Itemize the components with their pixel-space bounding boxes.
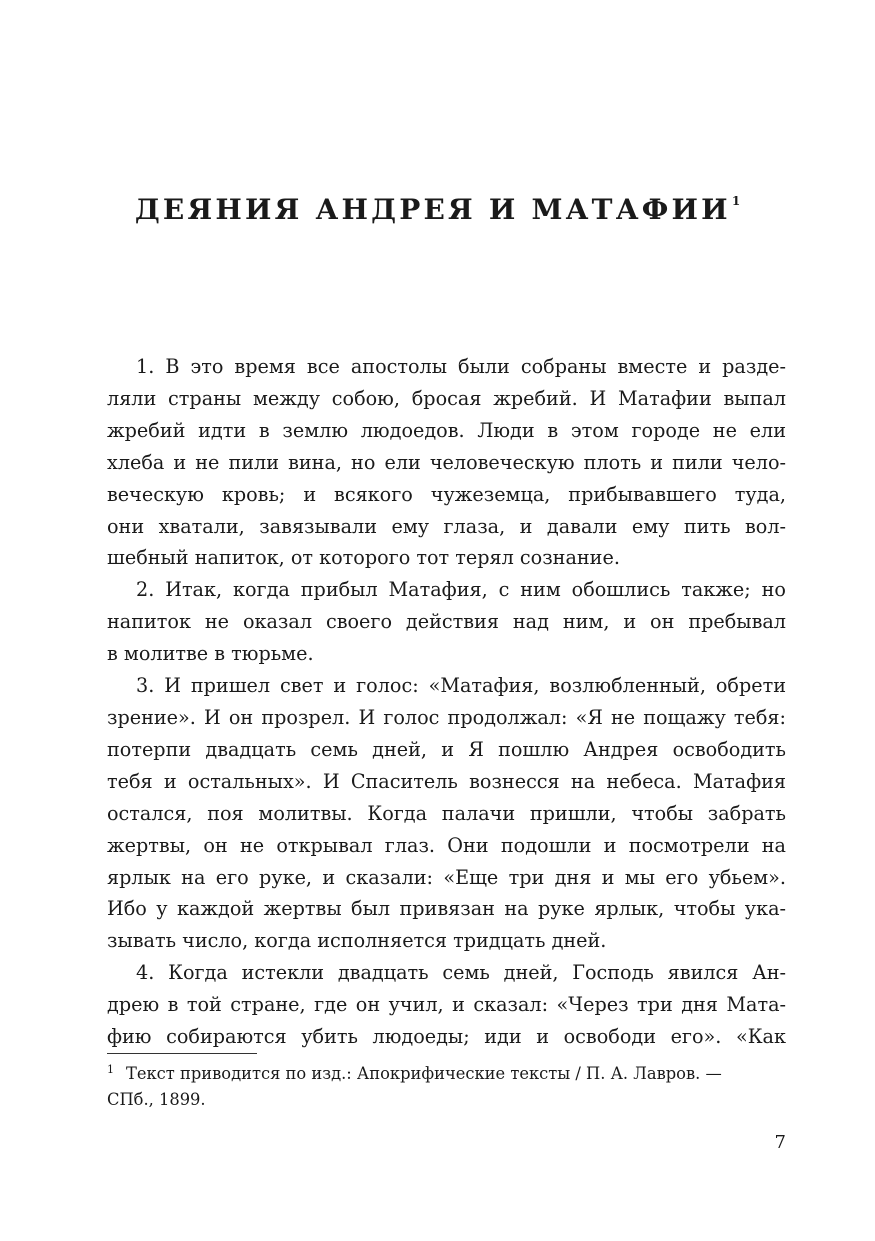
footnote: [107, 1062, 786, 1112]
text-line: зрение». И он прозрел. И голос продолжал: «Я не пощажу тебя:: [107, 705, 786, 729]
text-line: Ибо у каждой жертвы был привязан на руке ярлык, чтобы ука-: [107, 897, 786, 921]
text-line: дрею в той стране, где он учил, и сказал: «Через три дня Мата-: [107, 993, 786, 1017]
text-line: потерпи двадцать семь дней, и Я пошлю Андрея освободить: [107, 737, 786, 761]
page-number: 7: [774, 1132, 786, 1153]
text-line: ярлык на его руке, и сказали: «Еще три дня и мы его убьем».: [107, 865, 786, 889]
text-line: 4. Когда истекли двадцать семь дней, Господь явился Ан-: [136, 961, 786, 985]
text-line: они хватали, завязывали ему глаза, и давали ему пить вол-: [107, 514, 786, 538]
paragraph-3: [107, 670, 786, 957]
paragraph-1: [107, 351, 786, 574]
body-text: [107, 351, 786, 1053]
page-title-text: ДЕЯНИЯ АНДРЕЯ И МАТАФИИ: [134, 193, 731, 226]
text-line: шебный напиток, от которого тот терял сознание.: [107, 546, 620, 570]
page-title: [0, 188, 875, 237]
text-line: веческую кровь; и всякого чужеземца, прибывавшего туда,: [107, 482, 786, 506]
text-line: жребий идти в землю людоедов. Люди в этом городе не ели: [107, 418, 786, 442]
title-footnote-mark: 1: [731, 194, 741, 208]
footnote-divider: [107, 1053, 257, 1054]
paragraph-4: [107, 957, 786, 1053]
text-line: хлеба и не пили вина, но ели человеческую плоть и пили чело-: [107, 450, 786, 474]
footnote-mark: 1: [107, 1063, 114, 1076]
text-line: тебя и остальных». И Спаситель вознесся на небеса. Матафия: [107, 769, 786, 793]
text-line: 2. Итак, когда прибыл Матафия, с ним обошлись также; но: [136, 578, 786, 602]
text-line: 1. В это время все апостолы были собраны вместе и разде-: [136, 355, 786, 378]
text-line: фию собираются убить людоеды; иди и освободи его». «Как: [107, 1025, 786, 1049]
text-line: остался, поя молитвы. Когда палачи пришли, чтобы забрать: [107, 801, 786, 825]
text-line: напиток не оказал своего действия над ним, и он пребывал: [107, 610, 786, 634]
footnote-text-2: СПб., 1899.: [107, 1090, 206, 1109]
paragraph-2: [107, 574, 786, 670]
text-line: жертвы, он не открывал глаз. Они подошли и посмотрели на: [107, 833, 786, 857]
footnote-text-1: Текст приводится по изд.: Апокрифические тексты / П. А. Лавров. —: [126, 1064, 722, 1083]
text-line: зывать число, когда исполняется тридцать дней.: [107, 929, 607, 953]
text-line: в молитве в тюрьме.: [107, 642, 314, 666]
text-line: 3. И пришел свет и голос: «Матафия, возлюбленный, обрети: [136, 674, 786, 698]
text-line: ляли страны между собою, бросая жребий. И Матафии выпал: [107, 386, 786, 410]
footnote-line-1: [107, 1062, 786, 1088]
